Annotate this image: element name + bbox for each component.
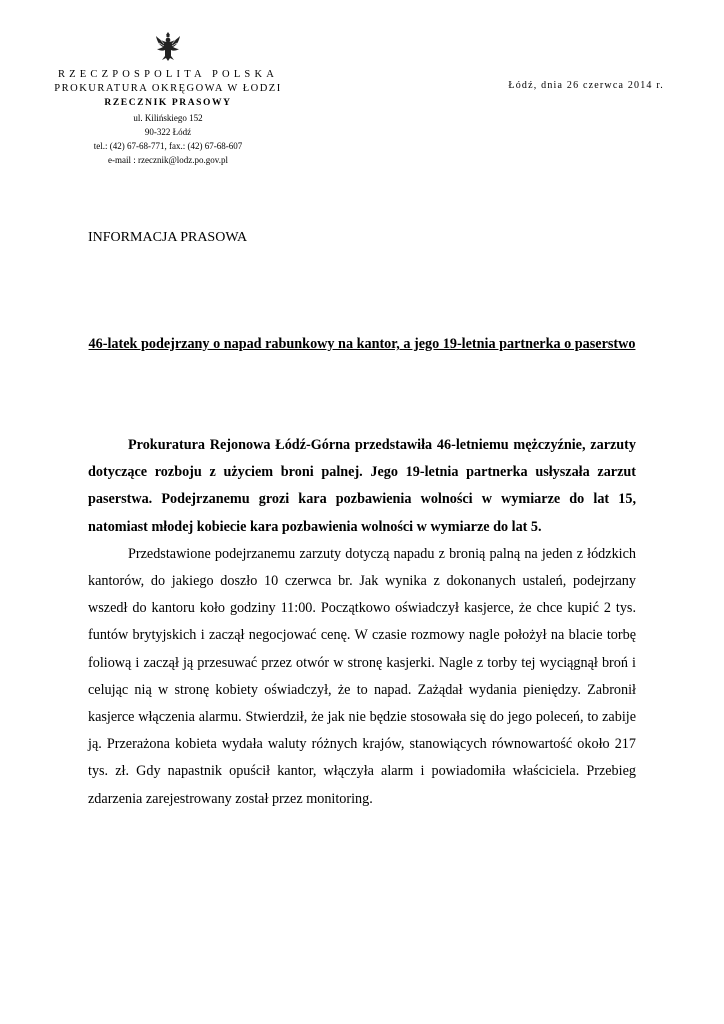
press-release-headline: 46-latek podejrzany o napad rabunkowy na kantor, a jego 19-letnia partnerka o paserstwo <box>88 336 636 352</box>
polish-eagle-emblem-icon <box>154 30 182 64</box>
lead-paragraph: Prokuratura Rejonowa Łódź-Górna przedstawiła 46-letniemu mężczyźnie, zarzuty dotyczące rozboju z użyciem broni palnej. Jego 19-letnia partnerka usłyszała zarzut paserstwa. Podejrzanemu grozi kara pozbawienia wolności w wymiarze do lat 15, natomiast młodej kobiecie kara pozbawienia wolności w wymiarze do lat 5. <box>88 437 636 535</box>
document-type-title: INFORMACJA PRASOWA <box>88 230 248 245</box>
letterhead-city: 90-322 Łódź <box>144 127 192 137</box>
body-paragraph: Przedstawione podejrzanemu zarzuty dotyczą napadu z bronią palną na jeden z łódzkich kantorów, do jakiego doszło 10 czerwca br. Jak wynika z dokonanych ustaleń, podejrzany wszedł do kantoru koło godziny 11:00. Początkowo oświadczył kasjerce, że chce kupić 2 tys. funtów brytyjskich i zaczął negocjować cenę. W czasie rozmowy nagle położył na blacie torbę foliową i zaczął ją przesuwać przez otwór w stronę kasjerki. Nagle z torby tej wyciągnął broń i celując nią w stronę kobiety oświadczył, że to napad. Zażądał wydania pieniędzy. Zabronił kasjerce włączenia alarmu. Stwierdził, że jak nie będzie stosowała się do jego poleceń, to zabije ją. Przerażona kobieta wydała waluty różnych krajów, stanowiących równowartość około 217 tys. zł. Gdy napastnik opuścił kantor, włączyła alarm i powiadomiła właściciela. Przebieg zdarzenia zarejestrowany został przez monitoring. <box>88 545 636 807</box>
letterhead-street: ul. Kilińskiego 152 <box>133 113 203 123</box>
letterhead-phone: tel.: (42) 67-68-771, fax.: (42) 67-68-607 <box>93 141 243 151</box>
letterhead-email: e-mail : rzecznik@lodz.po.gov.pl <box>108 155 228 165</box>
letterhead-office: PROKURATURA OKRĘGOWA W ŁODZI <box>54 83 282 94</box>
letterhead <box>40 30 296 167</box>
letterhead-country: RZECZPOSPOLITA POLSKA <box>57 69 279 80</box>
press-release-body <box>88 432 636 813</box>
letterhead-role: RZECZNIK PRASOWY <box>104 98 232 108</box>
dateline: Łódź, dnia 26 czerwca 2014 r. <box>508 80 664 91</box>
